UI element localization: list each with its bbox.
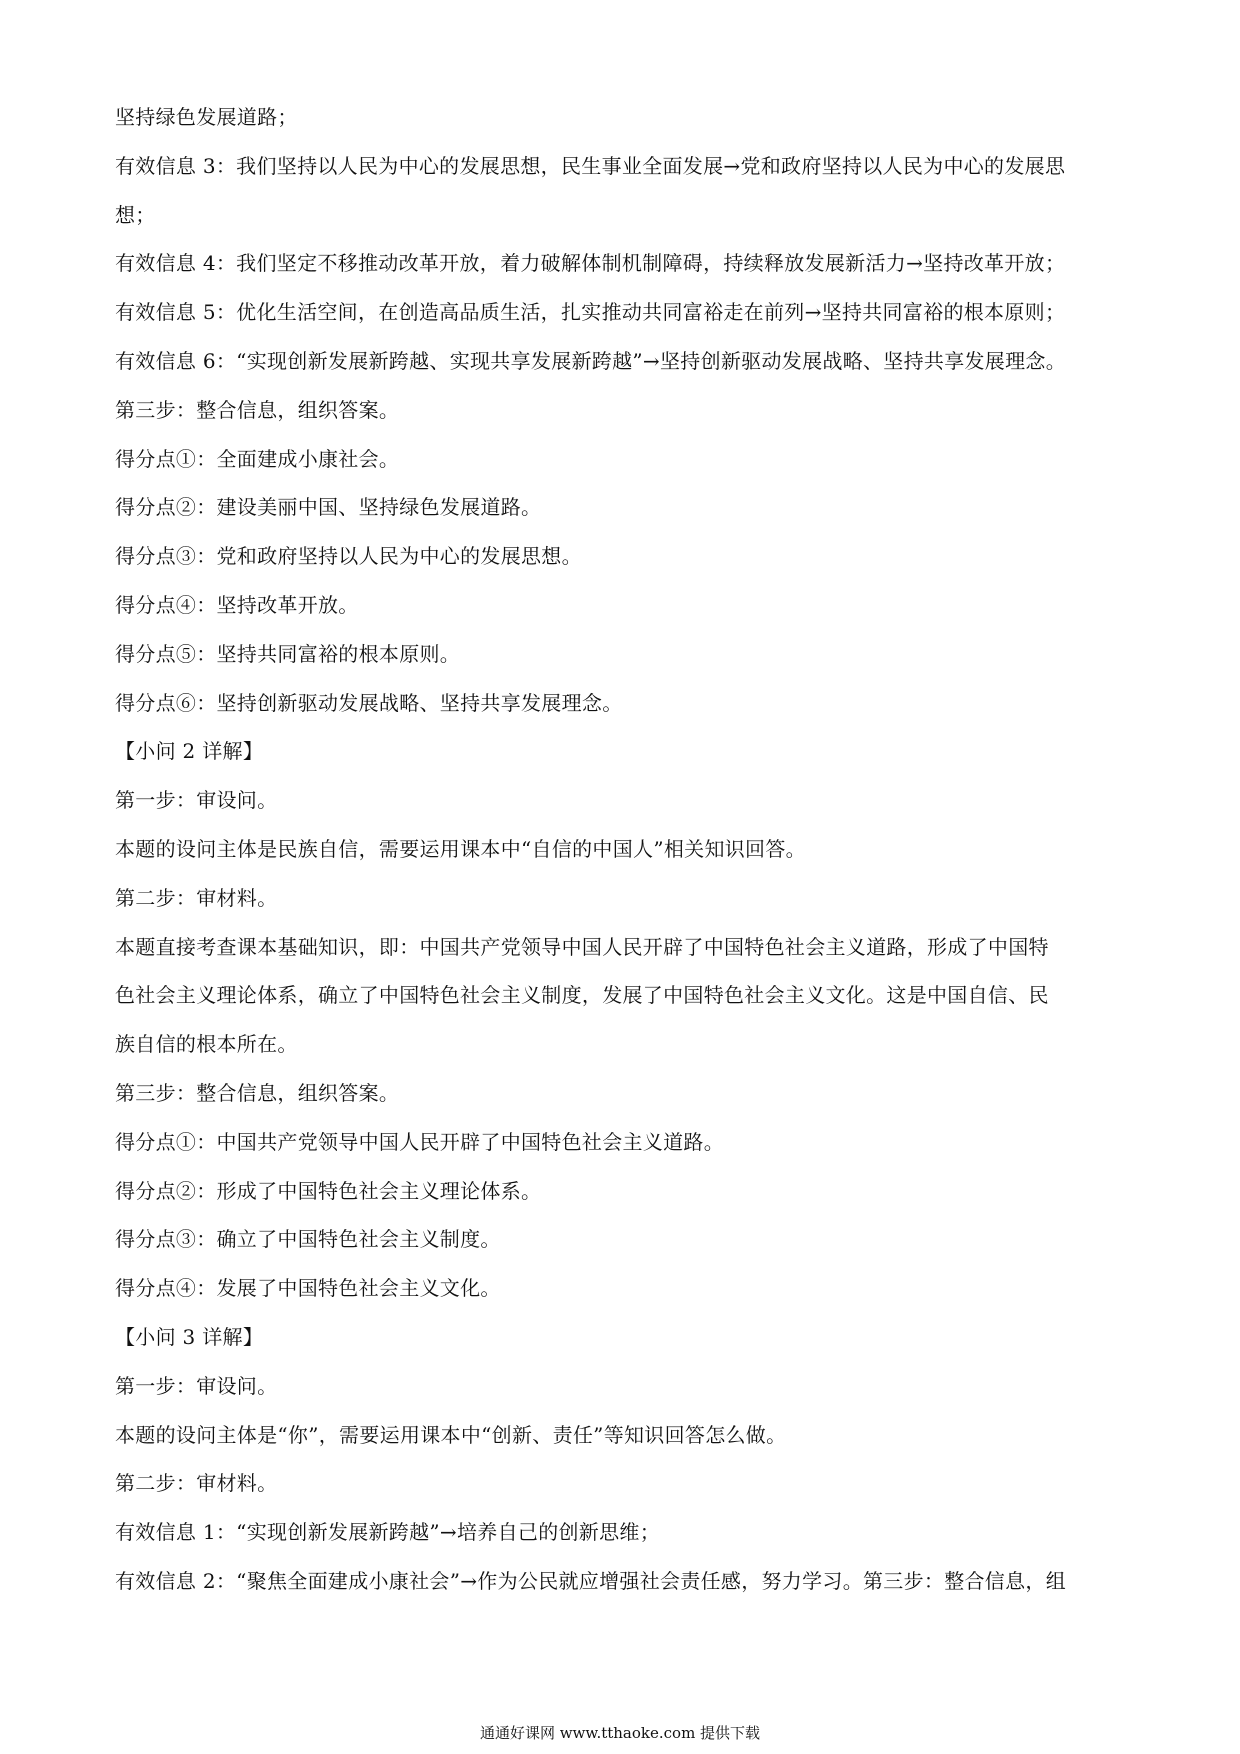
score-point: 得分点④：坚持改革开放。 (115, 592, 359, 617)
text-line: 族自信的根本所在。 (115, 1032, 298, 1057)
section-heading: 【小问 3 详解】 (115, 1324, 264, 1349)
text-line: 有效信息 3：我们坚持以人民为中心的发展思想，民生事业全面发展→党和政府坚持以人民为中心的发展思 (115, 153, 1066, 178)
text-line: 有效信息 1：“实现创新发展新跨越”→培养自己的创新思维； (115, 1520, 660, 1545)
step-heading: 第三步：整合信息，组织答案。 (115, 397, 400, 422)
score-point: 得分点②：形成了中国特色社会主义理论体系。 (115, 1178, 542, 1203)
text-line: 本题的设问主体是“你”，需要运用课本中“创新、责任”等知识回答怎么做。 (115, 1422, 787, 1447)
text-line: 有效信息 6：“实现创新发展新跨越、实现共享发展新跨越”→坚持创新驱动发展战略、坚持共享发展理念。 (115, 348, 1066, 373)
score-point: 得分点⑥：坚持创新驱动发展战略、坚持共享发展理念。 (115, 690, 623, 715)
score-point: 得分点③：党和政府坚持以人民为中心的发展思想。 (115, 544, 582, 569)
step-heading: 第一步：审设问。 (115, 1373, 278, 1398)
text-line: 有效信息 4：我们坚定不移推动改革开放，着力破解体制机制障碍，持续释放发展新活力→坚持改革开放； (115, 251, 1066, 276)
step-heading: 第二步：审材料。 (115, 1471, 278, 1496)
score-point: 得分点④：发展了中国特色社会主义文化。 (115, 1276, 501, 1301)
text-line: 有效信息 5：优化生活空间，在创造高品质生活，扎实推动共同富裕走在前列→坚持共同富裕的根本原则； (115, 300, 1066, 325)
score-point: 得分点②：建设美丽中国、坚持绿色发展道路。 (115, 495, 542, 520)
answer-explanation-text (115, 93, 1130, 1606)
step-heading: 第三步：整合信息，组织答案。 (115, 1080, 400, 1105)
score-point: 得分点③：确立了中国特色社会主义制度。 (115, 1227, 501, 1252)
score-point: 得分点①：全面建成小康社会。 (115, 446, 400, 471)
score-point: 得分点①：中国共产党领导中国人民开辟了中国特色社会主义道路。 (115, 1129, 724, 1154)
score-point: 得分点⑤：坚持共同富裕的根本原则。 (115, 641, 461, 666)
text-line: 有效信息 2：“聚焦全面建成小康社会”→作为公民就应增强社会责任感，努力学习。第三步：整合信息，组 (115, 1568, 1066, 1593)
page-footer: 通通好课网 www.tthaoke.com 提供下载 (479, 1724, 761, 1742)
step-heading: 第一步：审设问。 (115, 788, 278, 813)
section-heading: 【小问 2 详解】 (115, 739, 264, 764)
step-heading: 第二步：审材料。 (115, 885, 278, 910)
text-line: 本题直接考查课本基础知识，即：中国共产党领导中国人民开辟了中国特色社会主义道路，形成了中国特 (115, 934, 1049, 959)
text-line: 想； (115, 202, 156, 227)
text-line: 本题的设问主体是民族自信，需要运用课本中“自信的中国人”相关知识回答。 (115, 836, 806, 861)
text-line: 色社会主义理论体系，确立了中国特色社会主义制度，发展了中国特色社会主义文化。这是中国自信、民 (115, 983, 1049, 1008)
text-line: 坚持绿色发展道路； (115, 105, 298, 129)
